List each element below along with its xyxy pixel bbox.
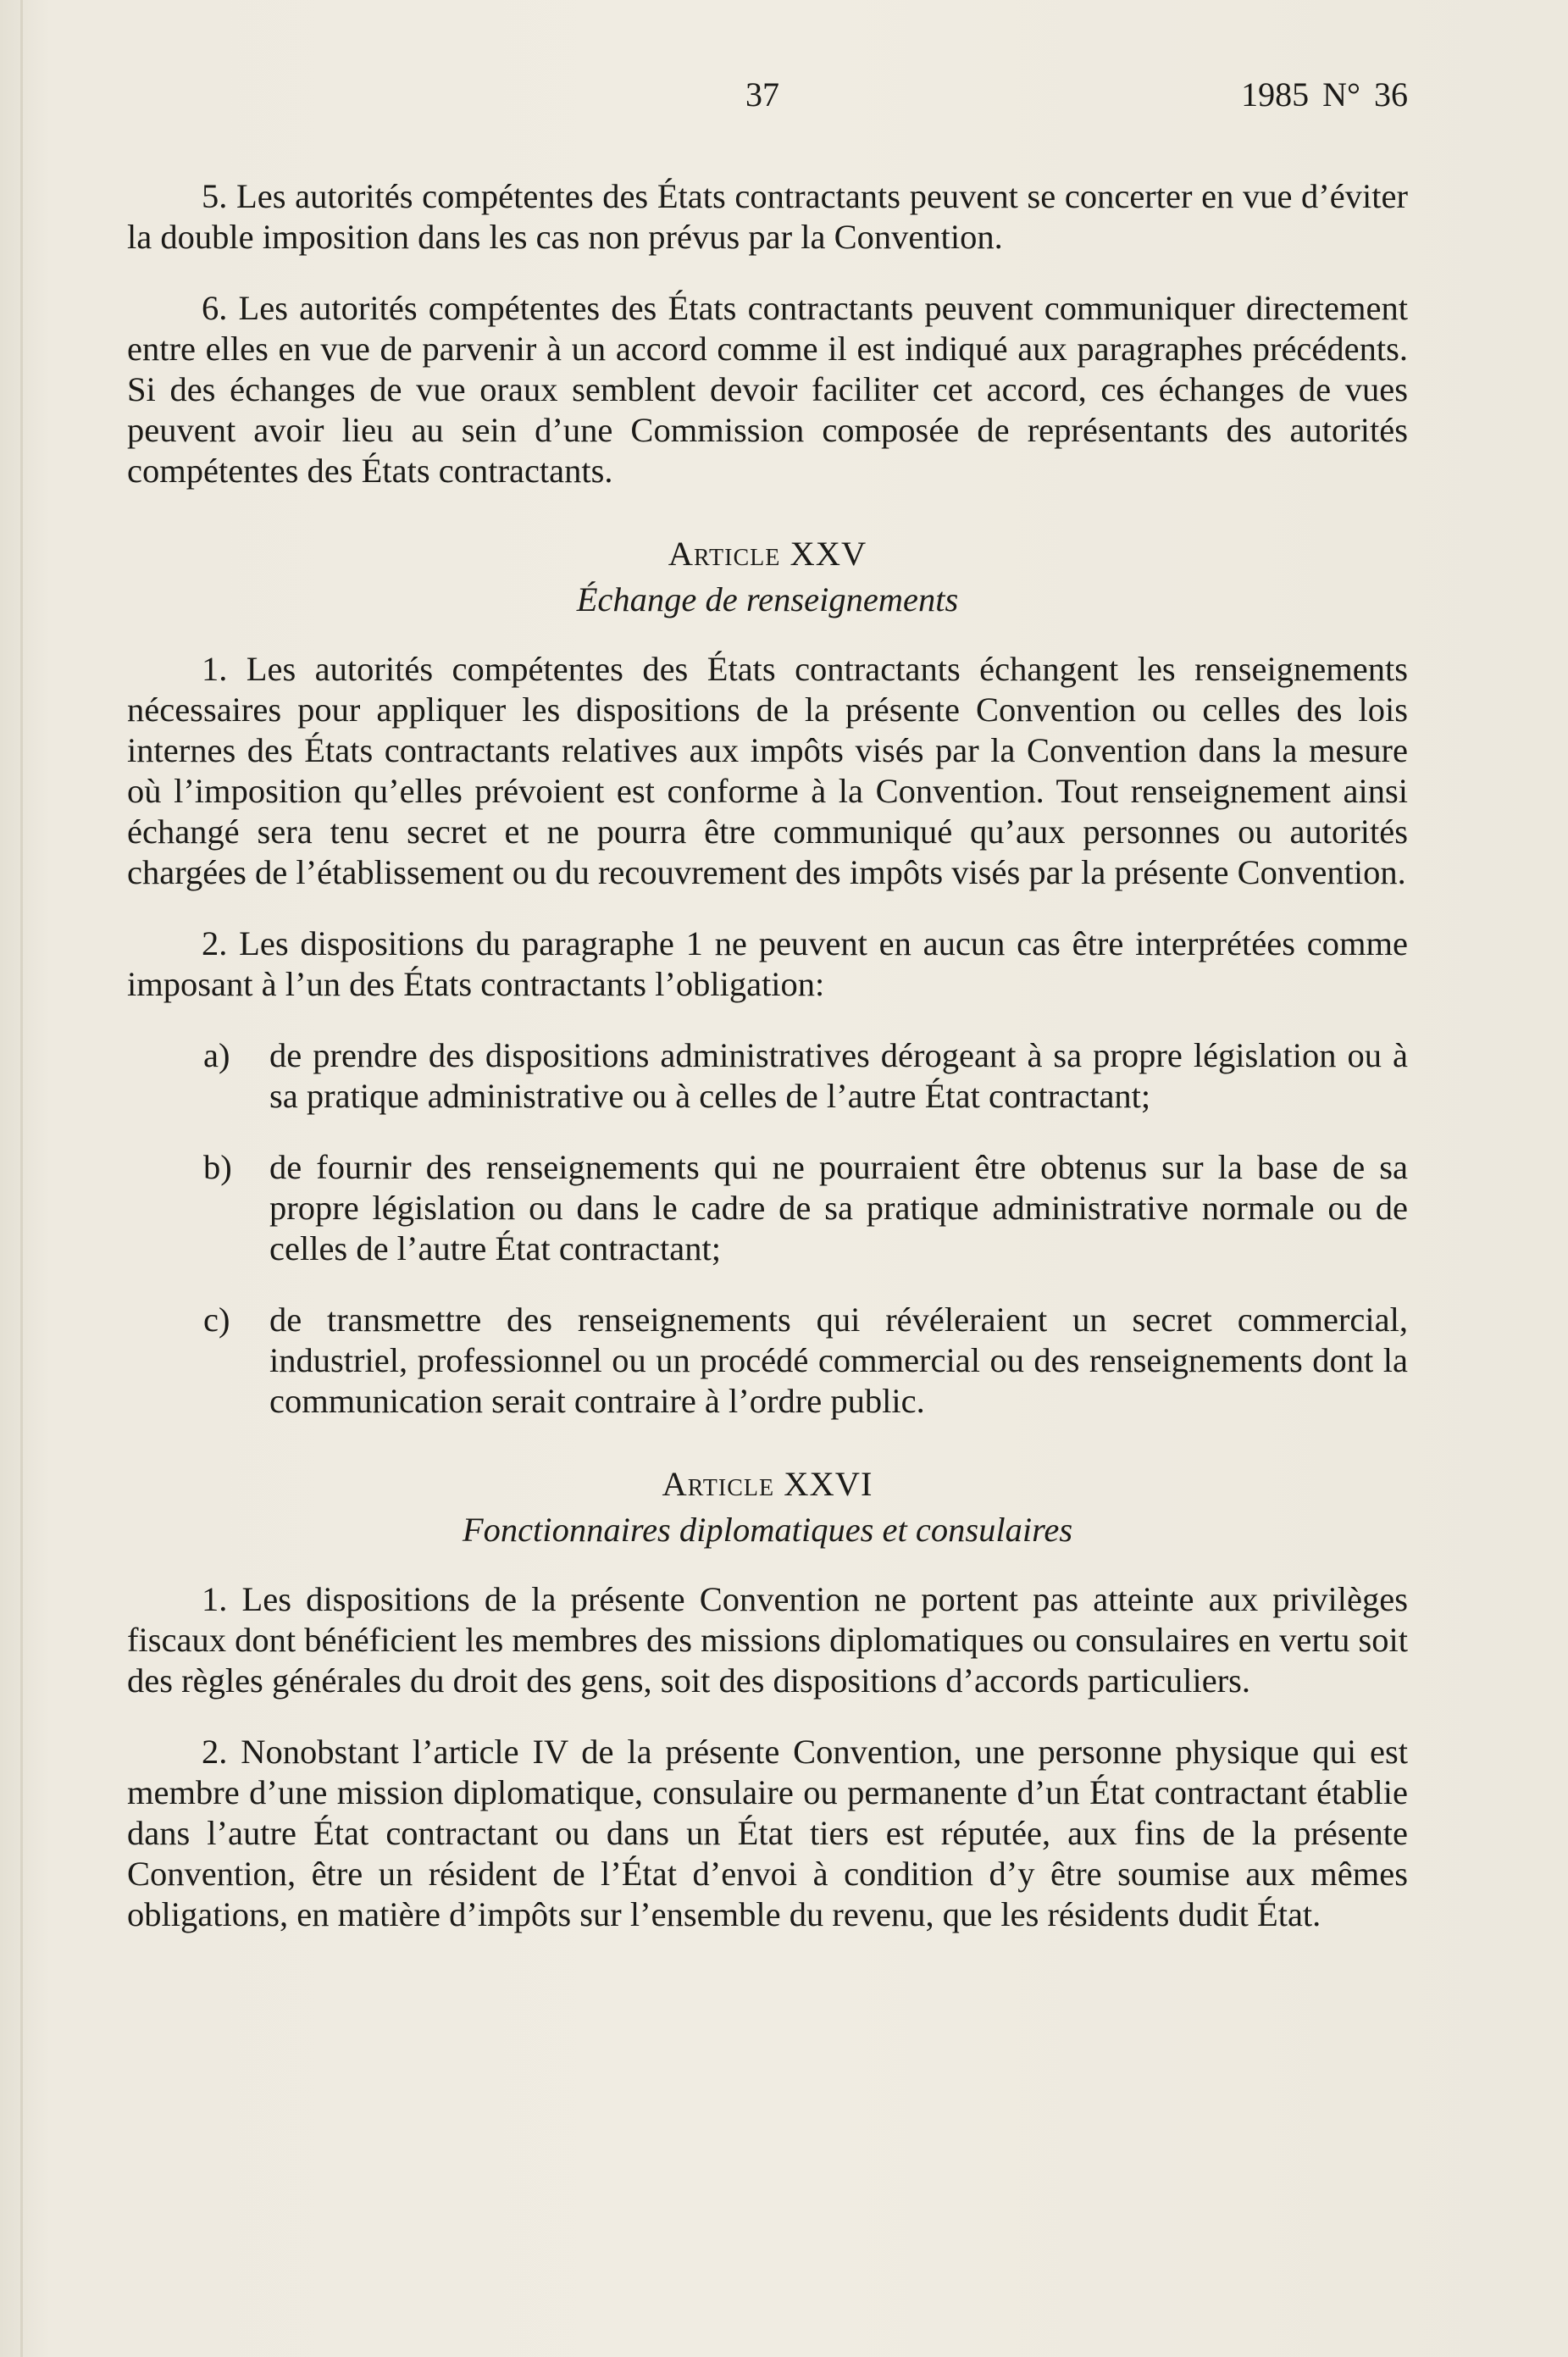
- paragraph-6: 6. Les autorités compétentes des États contractants peuvent communiquer directement entre elles en vue de parvenir à un accord comme il est indiqué aux paragraphes précédents. Si des échanges de vue oraux semblent devoir faciliter cet accord, ces échanges de vues peuvent avoir lieu au sein d’une Commission composée de représentants des autorités compétentes des États contractants.: [127, 289, 1408, 490]
- list-item-text: de transmettre des renseignements qui révéleraient un secret commercial, industriel, professionnel ou un procédé commercial ou des renseignements dont la communication serait contraire à l’ordre public.: [269, 1301, 1408, 1420]
- article-xxv-heading: Article XXV: [668, 535, 867, 573]
- list-marker: c): [203, 1301, 230, 1339]
- list-item-b: [127, 1147, 1408, 1269]
- year-and-number: 1985 N° 36: [1241, 75, 1408, 114]
- page-edge-shadow: [20, 0, 23, 2357]
- document-body: [127, 176, 1408, 1966]
- page-number: 37: [745, 75, 779, 114]
- article-xxv-subtitle: Échange de renseignements: [576, 580, 959, 618]
- running-header: [127, 75, 1408, 125]
- list-item-c: [127, 1300, 1408, 1422]
- list-marker: b): [203, 1148, 232, 1186]
- article-xxv-paragraph-2: 2. Les dispositions du paragraphe 1 ne peuvent en aucun cas être interprétées comme imposant à l’un des États contractants l’obligation:: [127, 924, 1408, 1003]
- list-item-text: de prendre des dispositions administratives dérogeant à sa propre législation ou à sa pratique administrative ou à celles de l’autre État contractant;: [269, 1036, 1408, 1115]
- article-xxvi-paragraph-2: 2. Nonobstant l’article IV de la présente Convention, une personne physique qui est membre d’une mission diplomatique, consulaire ou permanente d’un État contractant établie dans l’autre État contractant ou dans un État tiers est réputée, aux fins de la présente Convention, être un résident de l’État d’envoi à condition d’y être soumise aux mêmes obligations, en matière d’impôts sur l’ensemble du revenu, que les résidents dudit État.: [127, 1733, 1408, 1933]
- paragraph-5: 5. Les autorités compétentes des États contractants peuvent se concerter en vue d’éviter la double imposition dans les cas non prévus par la Convention.: [127, 177, 1408, 256]
- article-xxvi-paragraph-1: 1. Les dispositions de la présente Convention ne portent pas atteinte aux privilèges fiscaux dont bénéficient les membres des missions diplomatiques ou consulaires en vertu soit des règles générales du droit des gens, soit des dispositions d’accords particuliers.: [127, 1580, 1408, 1700]
- article-xxvi-subtitle: Fonctionnaires diplomatiques et consulaires: [462, 1511, 1073, 1549]
- list-item-a: [127, 1035, 1408, 1117]
- list-marker: a): [203, 1036, 230, 1074]
- article-xxv-paragraph-1: 1. Les autorités compétentes des États contractants échangent les renseignements nécessaires pour appliquer les dispositions de la présente Convention ou celles des lois internes des États contractants relatives aux impôts visés par la Convention dans la mesure où l’imposition qu’elles prévoient est conforme à la Convention. Tout renseignement ainsi échangé sera tenu secret et ne pourra être communiqué qu’aux personnes ou autorités chargées de l’établissement ou du recouvrement des impôts visés par la présente Convention.: [127, 650, 1408, 891]
- article-xxvi-heading: Article XXVI: [662, 1465, 873, 1503]
- list-item-text: de fournir des renseignements qui ne pourraient être obtenus sur la base de sa propre législation ou dans le cadre de sa pratique administrative normale ou de celles de l’autre État contractant;: [269, 1148, 1408, 1267]
